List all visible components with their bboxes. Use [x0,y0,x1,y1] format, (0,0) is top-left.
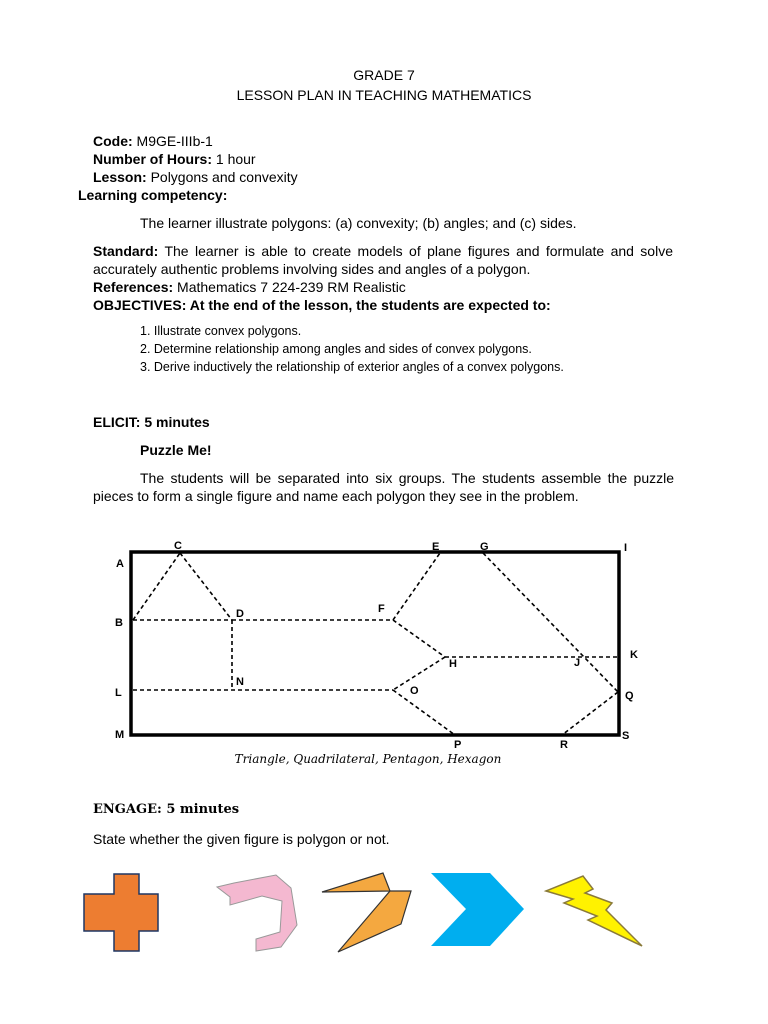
point-label: K [630,649,638,661]
point-label: D [236,608,244,620]
cross-shape-icon [84,874,158,951]
engage-heading: ENGAGE: 5 minutes [93,802,240,817]
objective-item-3: 3. Derive inductively the relationship of exterior angles of a convex polygons. [140,360,564,374]
grade-title: GRADE 7 [353,67,415,83]
hours-label: Number of Hours: [93,151,212,167]
segment-cd [180,553,232,620]
elicit-paragraph: The students will be separated into six groups. The students assemble the puzzle pieces to form a single figure and name each polygon they see in the problem. [93,470,674,504]
point-label: E [432,541,440,553]
code-label: Code: [93,133,133,149]
point-label: S [622,730,630,742]
figure-caption: Triangle, Quadrilateral, Pentagon, Hexagon [234,752,502,766]
engage-text: State whether the given figure is polygon or not. [93,831,390,847]
segment-gq [483,553,618,692]
lesson-value: Polygons and convexity [146,169,298,185]
point-label: L [115,687,122,699]
point-label: O [410,685,419,697]
activity-title: Puzzle Me! [140,442,212,458]
references-label: References: [93,279,174,295]
seven-shape-icon [322,873,390,892]
segment-fh [393,620,445,657]
point-label: N [236,676,244,688]
segment-fe [393,553,440,620]
hours-line [93,150,256,168]
point-label: H [449,658,457,670]
standard-text: The learner is able to create models of plane figures and formulate and solve accurately authentic problems involving sides and angles of a polygon. [93,243,673,277]
lesson-label: Lesson: [93,169,147,185]
objectives-heading: OBJECTIVES: At the end of the lesson, the students are expected to: [93,297,551,313]
code-line [93,132,213,150]
competency-heading: Learning competency: [78,187,228,203]
point-label: F [378,603,385,615]
segment-bc [133,553,180,620]
hexagon-cutout-shape-icon [217,875,297,951]
point-label: M [115,729,125,741]
standard-paragraph [93,242,673,278]
references-line [93,278,406,296]
segment-ho [393,657,445,690]
references-text: Mathematics 7 224-239 RM Realistic [173,279,406,295]
point-label: A [116,558,124,570]
objective-item-2: 2. Determine relationship among angles and sides of convex polygons. [140,342,532,356]
objective-item-1: 1. Illustrate convex polygons. [140,324,302,338]
document-title: LESSON PLAN IN TEACHING MATHEMATICS [236,87,532,103]
segment-qr [562,692,618,735]
shapes-row [70,860,660,970]
standard-label: Standard: [93,243,159,259]
point-label: J [574,657,581,669]
point-label: B [115,617,123,629]
point-label: G [480,541,489,553]
elicit-heading: ELICIT: 5 minutes [93,414,210,430]
segment-op [393,690,455,735]
point-label: C [174,540,182,552]
point-label: I [624,542,628,554]
chevron-shape-icon [431,873,524,946]
lesson-line [93,168,298,186]
code-value: M9GE-IIIb-1 [132,133,213,149]
puzzle-rectangle [131,552,619,735]
point-label: R [560,739,568,751]
point-label: P [454,739,462,751]
puzzle-figure [100,535,660,760]
point-label: Q [625,690,634,702]
seven-shape-icon [338,891,411,952]
lightning-shape-icon [546,876,642,946]
competency-text: The learner illustrate polygons: (a) convexity; (b) angles; and (c) sides. [140,215,577,231]
hours-value: 1 hour [212,151,256,167]
